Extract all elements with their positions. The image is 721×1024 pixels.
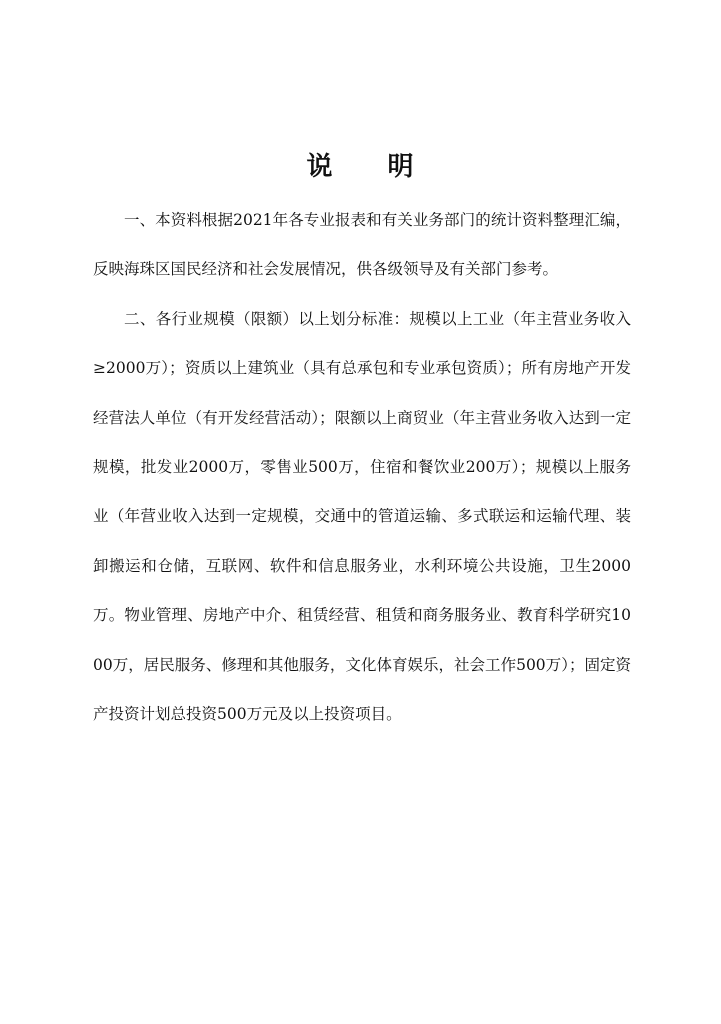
paragraph-2: 二、各行业规模（限额）以上划分标准：规模以上工业（年主营业务收入≥2000万）；资质以上建筑业（具有总承包和专业承包资质）；所有房地产开发经营法人单位（有开发经营活动）；限额以上商贸业（年主营业务收入达到一定规模，批发业2000万，零售业500万，住宿和餐饮业200万）；规模以上服务业（年营业收入达到一定规模，交通中的管道运输、多式联运和运输代理、装卸搬运和仓储，互联网、软件和信息服务业，水利环境公共设施，卫生2000万。物业管理、房地产中介、租赁经营、租赁和商务服务业、教育科学研究1000万，居民服务、修理和其他服务，文化体育娱乐，社会工作500万）；固定资产投资计划总投资500万元及以上投资项目。 [93, 309, 631, 724]
page-title: 说 明 [306, 152, 415, 182]
paragraph-1: 一、本资料根据2021年各专业报表和有关业务部门的统计资料整理汇编，反映海珠区国民经济和社会发展情况，供各级领导及有关部门参考。 [93, 211, 631, 279]
document-body [93, 196, 631, 739]
